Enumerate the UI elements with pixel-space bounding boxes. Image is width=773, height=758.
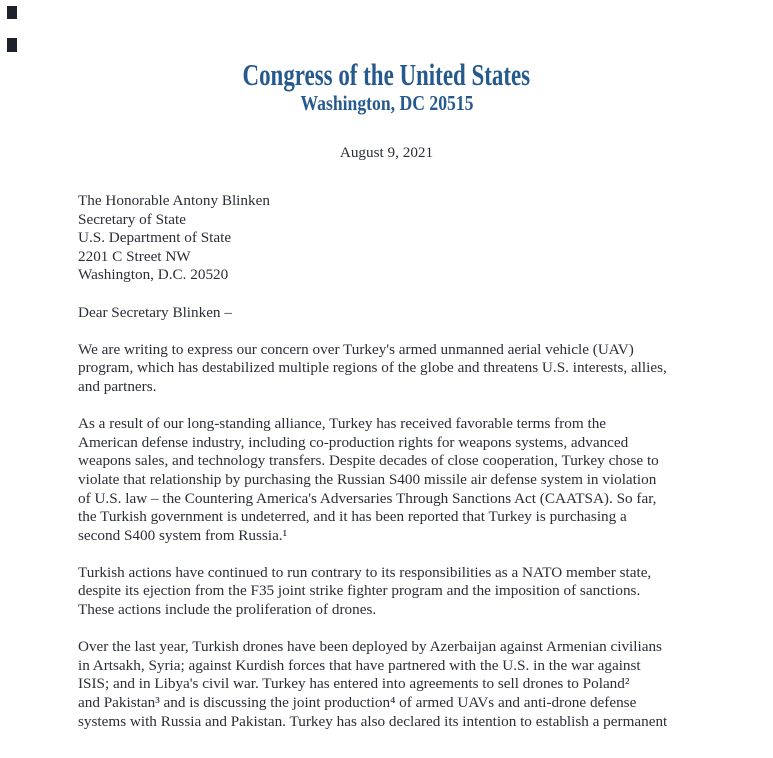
letter-date: August 9, 2021 — [339, 144, 434, 161]
letterhead-subtitle: Washington, DC 20515 — [299, 91, 474, 115]
letterhead — [0, 58, 773, 115]
paragraph-2: As a result of our long-standing alliance, Turkey has received favorable terms from the American defense industry, including co-production rights for weapons systems, advanced weapons sales, and technology transfers. Despite decades of close cooperation, Turkey chose to violate that relationship by purchasing the Russian S400 missile air defense system in violation of U.S. law – the Countering America's Adversaries Through Sanctions Act (CAATSA). So far, the Turkish government is undeterred, and it has been reported that Turkey is purchasing a second S400 system from Russia.¹ — [78, 415, 659, 544]
recipient-address-block: The Honorable Antony Blinken Secretary of State U.S. Department of State 2201 C Street NW Washington, D.C. 20520 — [78, 192, 270, 284]
letter-body — [78, 192, 738, 750]
paragraph-1: We are writing to express our concern over Turkey's armed unmanned aerial vehicle (UAV) program, which has destabilized multiple regions of the globe and threatens U.S. interests, allies, and partners. — [78, 340, 667, 395]
salutation-text: Dear Secretary Blinken – — [78, 303, 232, 321]
scan-artifact-bottom — [7, 38, 17, 52]
salutation — [78, 304, 738, 323]
scan-artifact-top — [7, 6, 17, 19]
letterhead-title: Congress of the United States — [242, 57, 531, 92]
paragraph-4: Over the last year, Turkish drones have been deployed by Azerbaijan against Armenian civilians in Artsakh, Syria; against Kurdish forces that have partnered with the U.S. in the war against ISIS; and in Libya's civil war. Turkey has entered into agreements to sell drones to Poland² and Pakistan³ and is discussing the joint production⁴ of armed UAVs and anti-drone defense systems with Russia and Pakistan. Turkey has also declared its intention to establish a permanent — [78, 638, 668, 730]
paragraph-3: Turkish actions have continued to run contrary to its responsibilities as a NATO member state, despite its ejection from the F35 joint strike fighter program and the imposition of sanctions. These actions include the proliferation of drones. — [78, 563, 652, 619]
